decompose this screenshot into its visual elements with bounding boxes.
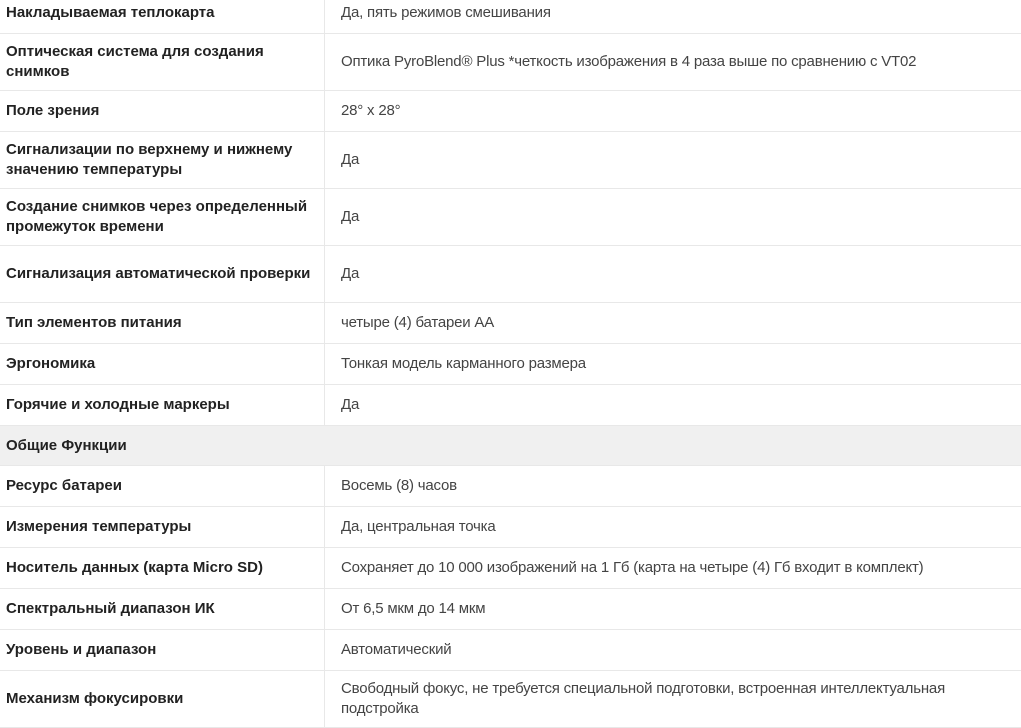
spec-label: Накладываемая теплокарта <box>0 0 325 34</box>
spec-row <box>0 189 1021 246</box>
spec-row <box>0 589 1021 630</box>
spec-value: Да <box>325 246 1021 303</box>
spec-label: Оптическая система для создания снимков <box>0 34 325 91</box>
spec-row <box>0 507 1021 548</box>
spec-label: Тип элементов питания <box>0 303 325 344</box>
spec-row <box>0 0 1021 34</box>
spec-row <box>0 630 1021 671</box>
spec-row <box>0 385 1021 426</box>
spec-label: Создание снимков через определенный промежуток времени <box>0 189 325 246</box>
spec-value: Да, пять режимов смешивания <box>325 0 1021 34</box>
spec-value: Свободный фокус, не требуется специальной подготовки, встроенная интеллектуальная подстройка <box>325 671 1021 728</box>
spec-row <box>0 671 1021 728</box>
spec-label: Ресурс батареи <box>0 466 325 507</box>
spec-label: Спектральный диапазон ИК <box>0 589 325 630</box>
spec-value: Оптика PyroBlend® Plus *четкость изображения в 4 раза выше по сравнению с VT02 <box>325 34 1021 91</box>
spec-value: четыре (4) батареи AA <box>325 303 1021 344</box>
spec-row <box>0 466 1021 507</box>
spec-label: Эргономика <box>0 344 325 385</box>
spec-label: Механизм фокусировки <box>0 671 325 728</box>
spec-value: Сохраняет до 10 000 изображений на 1 Гб (карта на четыре (4) Гб входит в комплект) <box>325 548 1021 589</box>
spec-label: Уровень и диапазон <box>0 630 325 671</box>
spec-value: Восемь (8) часов <box>325 466 1021 507</box>
spec-row <box>0 132 1021 189</box>
spec-label: Измерения температуры <box>0 507 325 548</box>
spec-label: Поле зрения <box>0 91 325 132</box>
spec-row <box>0 548 1021 589</box>
spec-row <box>0 344 1021 385</box>
spec-label: Носитель данных (карта Micro SD) <box>0 548 325 589</box>
spec-value: Да, центральная точка <box>325 507 1021 548</box>
spec-label: Горячие и холодные маркеры <box>0 385 325 426</box>
section-title: Общие Функции <box>0 426 1021 466</box>
spec-row <box>0 34 1021 91</box>
spec-value: Автоматический <box>325 630 1021 671</box>
spec-value: 28° x 28° <box>325 91 1021 132</box>
spec-row <box>0 246 1021 303</box>
spec-row <box>0 303 1021 344</box>
spec-value: Да <box>325 189 1021 246</box>
spec-value: Да <box>325 132 1021 189</box>
spec-value: От 6,5 мкм до 14 мкм <box>325 589 1021 630</box>
spec-label: Сигнализации по верхнему и нижнему значению температуры <box>0 132 325 189</box>
spec-value: Да <box>325 385 1021 426</box>
section-header-row <box>0 426 1021 466</box>
spec-label: Сигнализация автоматической проверки <box>0 246 325 303</box>
spec-row <box>0 91 1021 132</box>
spec-value: Тонкая модель карманного размера <box>325 344 1021 385</box>
